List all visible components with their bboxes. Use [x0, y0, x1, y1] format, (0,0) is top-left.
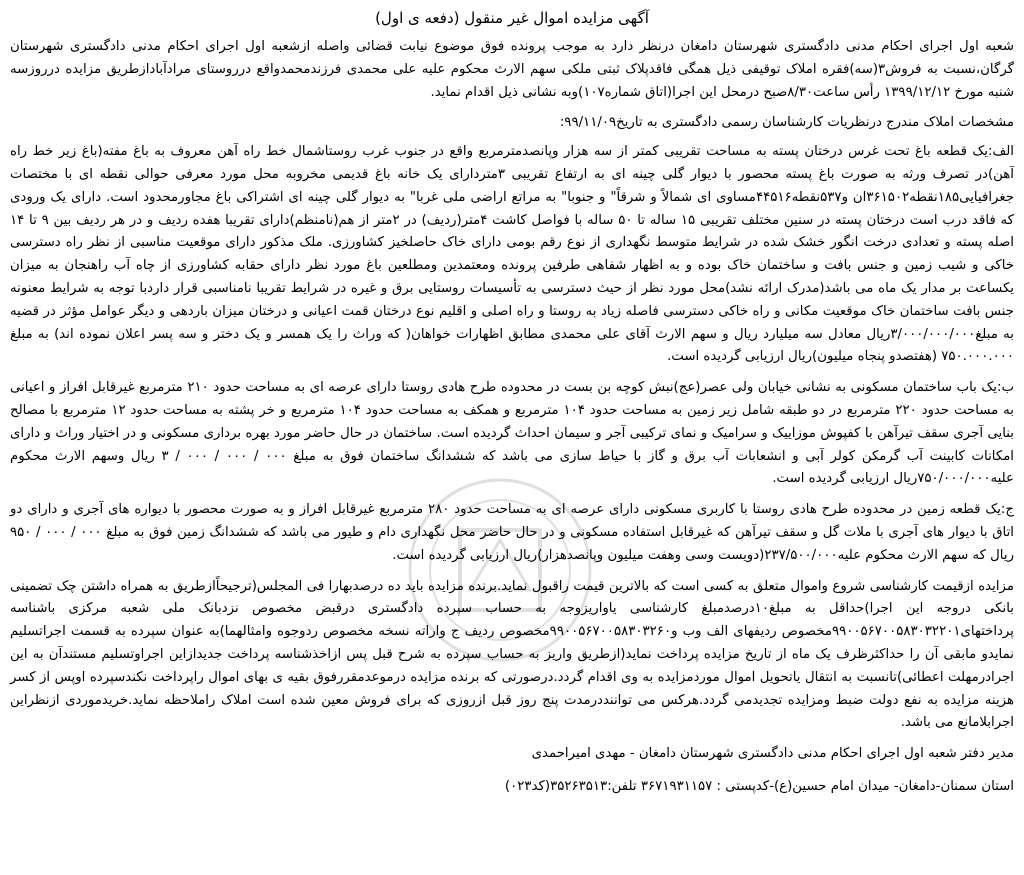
- item-c-paragraph: ج:یک قطعه زمین در محدوده طرح هادی روستا با کاربری مسکونی دارای عرصه ای به مساحت حدود ۲۸۰ مترمربع غیرقابل افراز و به صورت محصور با دیواره های آجری و دارای دو اتاق با دیوار های آجری با ملات گل و سقف تیرآهن که غیرقابل استفاده مسکونی و در حال حاضر محل نگهداری دام و طیور می باشد که ششدانگ زمین فوق به مبلغ ۰۰۰ / ۰۰۰ / ۹۵۰ ریال که سهم الارث محکوم علیه۲۳۷/۵۰۰/۰۰۰(دویست وسی وهفت میلیون وپانصدهزار)ریال ارزیابی گردیده است.: [10, 502, 1014, 563]
- notice-title: آگهی مزایده اموال غیر منقول (دفعه ی اول): [375, 9, 649, 27]
- item-b-paragraph: ب:یک باب ساختمان مسکونی به نشانی خیابان ولی عصر(عج)نبش کوچه بن بست در محدوده طرح هادی روستا دارای عرصه ای به مساحت حدود ۲۱۰ مترمربع غیرقابل افراز و اعیانی به مساحت حدود ۲۲۰ مترمربع در دو طبقه شامل زیر زمین به مساحت حدود ۱۰۴ مترمربع و همکف به مساحت حدود ۱۰۴ مترمربع و خر پشته به مساحت حدود ۱۲ مترمربع با مصالح بنایی آجری سقف تیرآهن با کفپوش موزاییک و سرامیک و نمای ترکیبی آجر و سیمان احداث گردیده است. ساختمان در حال حاضر مورد بهره برداری مسکونی و در اختیار وراث و دارای امکانات کابینت آب گرمکن کولر آبی و انشعابات آب برق و گاز با حیاط سازی می باشد که ششدانگ ساختمان فوق به مبلغ ۰۰۰ / ۰۰۰ / ۰۰۰ / ۳ ریال وسهم الارث محکوم علیه۷۵۰/۰۰۰/۰۰۰ریال ارزیابی گردیده است.: [10, 380, 1015, 487]
- item-a-paragraph: الف:یک قطعه باغ تحت غرس درختان پسته به مساحت تقریبی کمتر از سه هزار وپانصدمترمربع واقع در جنوب غرب روستاشمال خط راه آهن معروف به باغ مفته(باغ زیر خط راه آهن)در تصرف ورثه به صورت باغ پسته محصور با دیوار گلی چینه ای به ارتفاع تقریبی ۳متردارای یک خانه باغ قدیمی مخروبه محل مورد معرفی حوالی نقطه ای با مختصات جغرافیایی۱۸۵نقطه۳۶۱۵۰۲ان و۵۳۷نقطه۴۴۵۱۶مساوی ای شمالاً و شرقاً" و جنوبا" به مراتع اراضی ملی غربا" به دیوار گلی چینه ای اشتراکی باغ مجاورمحدود است. دارای یک ورودی که فاقد درب است درختان پسته در سنین مختلف تقریبی ۱۵ ساله تا ۵۰ ساله با فواصل کاشت ۴متر(ردیف) در ۲متر از هم(نامنظم)دارای تقریبا هفده ردیف و در هر ردیف بین ۹ تا ۱۴ اصله پسته و تعدادی درخت انگور خشک شده در شرایط متوسط نگهداری از نوع رقم بومی دارای خاک حاصلخیز کشاورزی. ملک مذکور دارای موقعیت مناسبی از نظر راه دسترسی خاکی و شیب زمین و جنس بافت و ساختمان خاک بوده و به اظهار شفاهی طرفین پرونده ومعتمدین ومطلعین باغ مورد نظر دارای حقابه کشاورزی از چاه آب راهنجان به میزان یکساعت بر مدار یک ماه می باشد(مدرک ارائه نشد)محل مورد نظر از حیث دسترسی به تأسیسات روستایی برق و غیره در شرایط تقریبا نامناسبی قرار داردبا توجه به شرایط معنونه جنس بافت ساختمان خاک موقعیت مکانی و راه خاکی دسترسی فاصله زیاد به روستا و راه اصلی و اقلیم نوع درختان قمت اعیانی و درختان میزان باردهی و دیگر عوامل مؤثر در قضیه به مبلغ۳/۰۰۰/۰۰۰/۰۰۰ریال معادل سه میلیارد ریال و سهم الارث آقای علی محمدی مطابق اظهارات خواهان( که وراث را یک همسر و یک دختر و سه پسر اعلان نموده اند) به مبلغ ۷۵۰.۰۰۰.۰۰۰ (هفتصدو پنجاه میلیون)ریال ارزیابی گردیده است.: [10, 144, 1015, 365]
- signature-line: مدیر دفتر شعبه اول اجرای احکام مدنی دادگستری شهرستان دامغان - مهدی امیراحمدی: [531, 746, 1014, 762]
- intro-paragraph: شعبه اول اجرای احکام مدنی دادگستری شهرستان دامغان درنظر دارد به موجب پرونده فوق موضوع نیابت قضائی واصله ازشعبه اول اجرای احکام مدنی دادگستری شهرستان گرگان،نسبت به فروش۳(سه)فقره املاک توقیفی ذیل همگی فاقدپلاک ثبتی ملکی سهم الارث محکوم علیه علی محمدی فرزندمحمدواقع درروستای مرادآبادازطریق مزایده درروزسه شنبه مورخ ۱۳۹۹/۱۲/۱۲ رأس ساعت۸/۳۰صبح درمحل این اجرا(اتاق شماره۱۰۷)وبه نشانی ذیل اقدام نماید.: [10, 39, 1014, 100]
- specs-heading: مشخصات املاک مندرج درنظریات کارشناسان رسمی دادگستری به تاریخ۹۹/۱۱/۰۹:: [559, 115, 1014, 131]
- conditions-paragraph: مزایده ازقیمت کارشناسی شروع واموال متعلق به کسی است که بالاترین قیمت راقبول نماید.برنده مزایده باید ده درصدبهارا فی المجلس(ترجیحاًازطریق به همراه داشتن چک تضمینی بانکی دروجه این اجرا)حداقل به مبلغ۱۰درصدمبلغ کارشناسی یاواریزوجه به حساب سپرده دادگستری درقبض مخصوص نزدبانک ملی شعبه مرکزی باشناسه پرداختهای۹۹۰۰۵۶۷۰۰۵۸۳۰۳۲۲۰۱مخصوص ردیفهای الف وب و۹۹۰۰۵۶۷۰۰۵۸۳۰۳۲۶۰مخصوص ردیف ج واراته نسخه مخصوص ردوجوه وامثالهما)به عنوان سپرده به قسمت اجراتسلیم نمایدو مابقی آن را حداکثرظرف یک ماه از تاریخ مزایده پرداخت نماید(ازطریق واریز به حساب سپرده به شرح قبل پس ازاخذشناسه پرداخت جدیدازاین اجراوتسلیم مستندآن به این اجرادرمهلت اعطائی)تانسبت به انتقال یاتحویل اموال موردمزایده به وی اقدام گردد.درصورتی که برنده مزایده درموعدمقررفوق بقیه ی بهای اموال راپرداخت نکندسپرده اوپس از کسر هزینه مزایده به نفع دولت ضبط ومزایده تجدیدمی گردد.هرکس می تواننددرمدت پنج روز قبل ازروزی که برای فروش معین شده است املاک راملاحظه نماید.خریدموردی ازنظراین اجرابلامانع می باشد.: [10, 578, 1014, 731]
- address-line: استان سمنان-دامغان- میدان امام حسین(ع)-کدپستی : ۳۶۷۱۹۳۱۱۵۷ تلفن:۳۵۲۶۳۵۱۳(کد۰۲۳): [504, 778, 1014, 794]
